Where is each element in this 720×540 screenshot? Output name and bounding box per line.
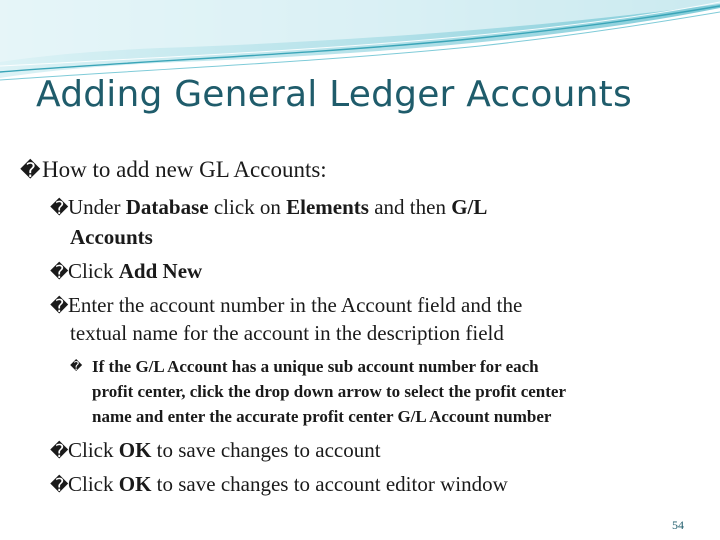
list-item-step5 [50,472,508,497]
bullet-icon: � [70,359,83,373]
list-item-step3 [50,293,522,318]
step1-text: and then [368,195,452,219]
step5-text: to save changes to account editor window [151,472,508,496]
list-item-step1-cont [70,225,153,250]
step3-text: Enter the account number in the Account field and the [68,293,523,317]
step2-text: Click [68,259,119,283]
step4-ok: OK [118,438,152,462]
step1-accounts: Accounts [70,225,153,249]
step1-text: click on [208,195,287,219]
list-item-sub [70,357,539,377]
step4-text: Click [68,438,119,462]
step2-add-new: Add New [118,259,203,283]
step1-text: Under [68,195,126,219]
bullet-icon: � [50,441,69,462]
step4-text: to save changes to account [151,438,381,462]
heading-text: How to add new GL Accounts: [42,157,327,182]
step1-gl: G/L [451,195,488,219]
list-item-step3-cont [70,321,504,346]
step5-text: Click [68,472,119,496]
list-item-sub-cont [92,407,551,427]
page-number: 54 [672,518,684,532]
sub-text: profit center, click the drop down arrow to select the profit center [92,382,567,401]
list-item-heading [20,157,327,183]
step1-elements: Elements [286,195,369,219]
bullet-icon: � [50,262,69,283]
step5-ok: OK [118,472,152,496]
slide-title: Adding General Ledger Accounts [36,74,632,115]
sub-text: If the G/L Account has a unique sub account number for each [92,357,539,376]
list-item-step1 [50,195,487,220]
step3-text: textual name for the account in the description field [70,321,504,345]
sub-text: name and enter the accurate profit center G/L Account number [92,407,552,426]
step1-database: Database [125,195,209,219]
bullet-icon: � [50,198,69,219]
list-item-step4 [50,438,381,463]
bullet-icon: � [20,158,41,182]
bullet-icon: � [50,475,69,496]
list-item-sub-cont [92,382,566,402]
list-item-step2 [50,259,202,284]
bullet-icon: � [50,296,69,317]
